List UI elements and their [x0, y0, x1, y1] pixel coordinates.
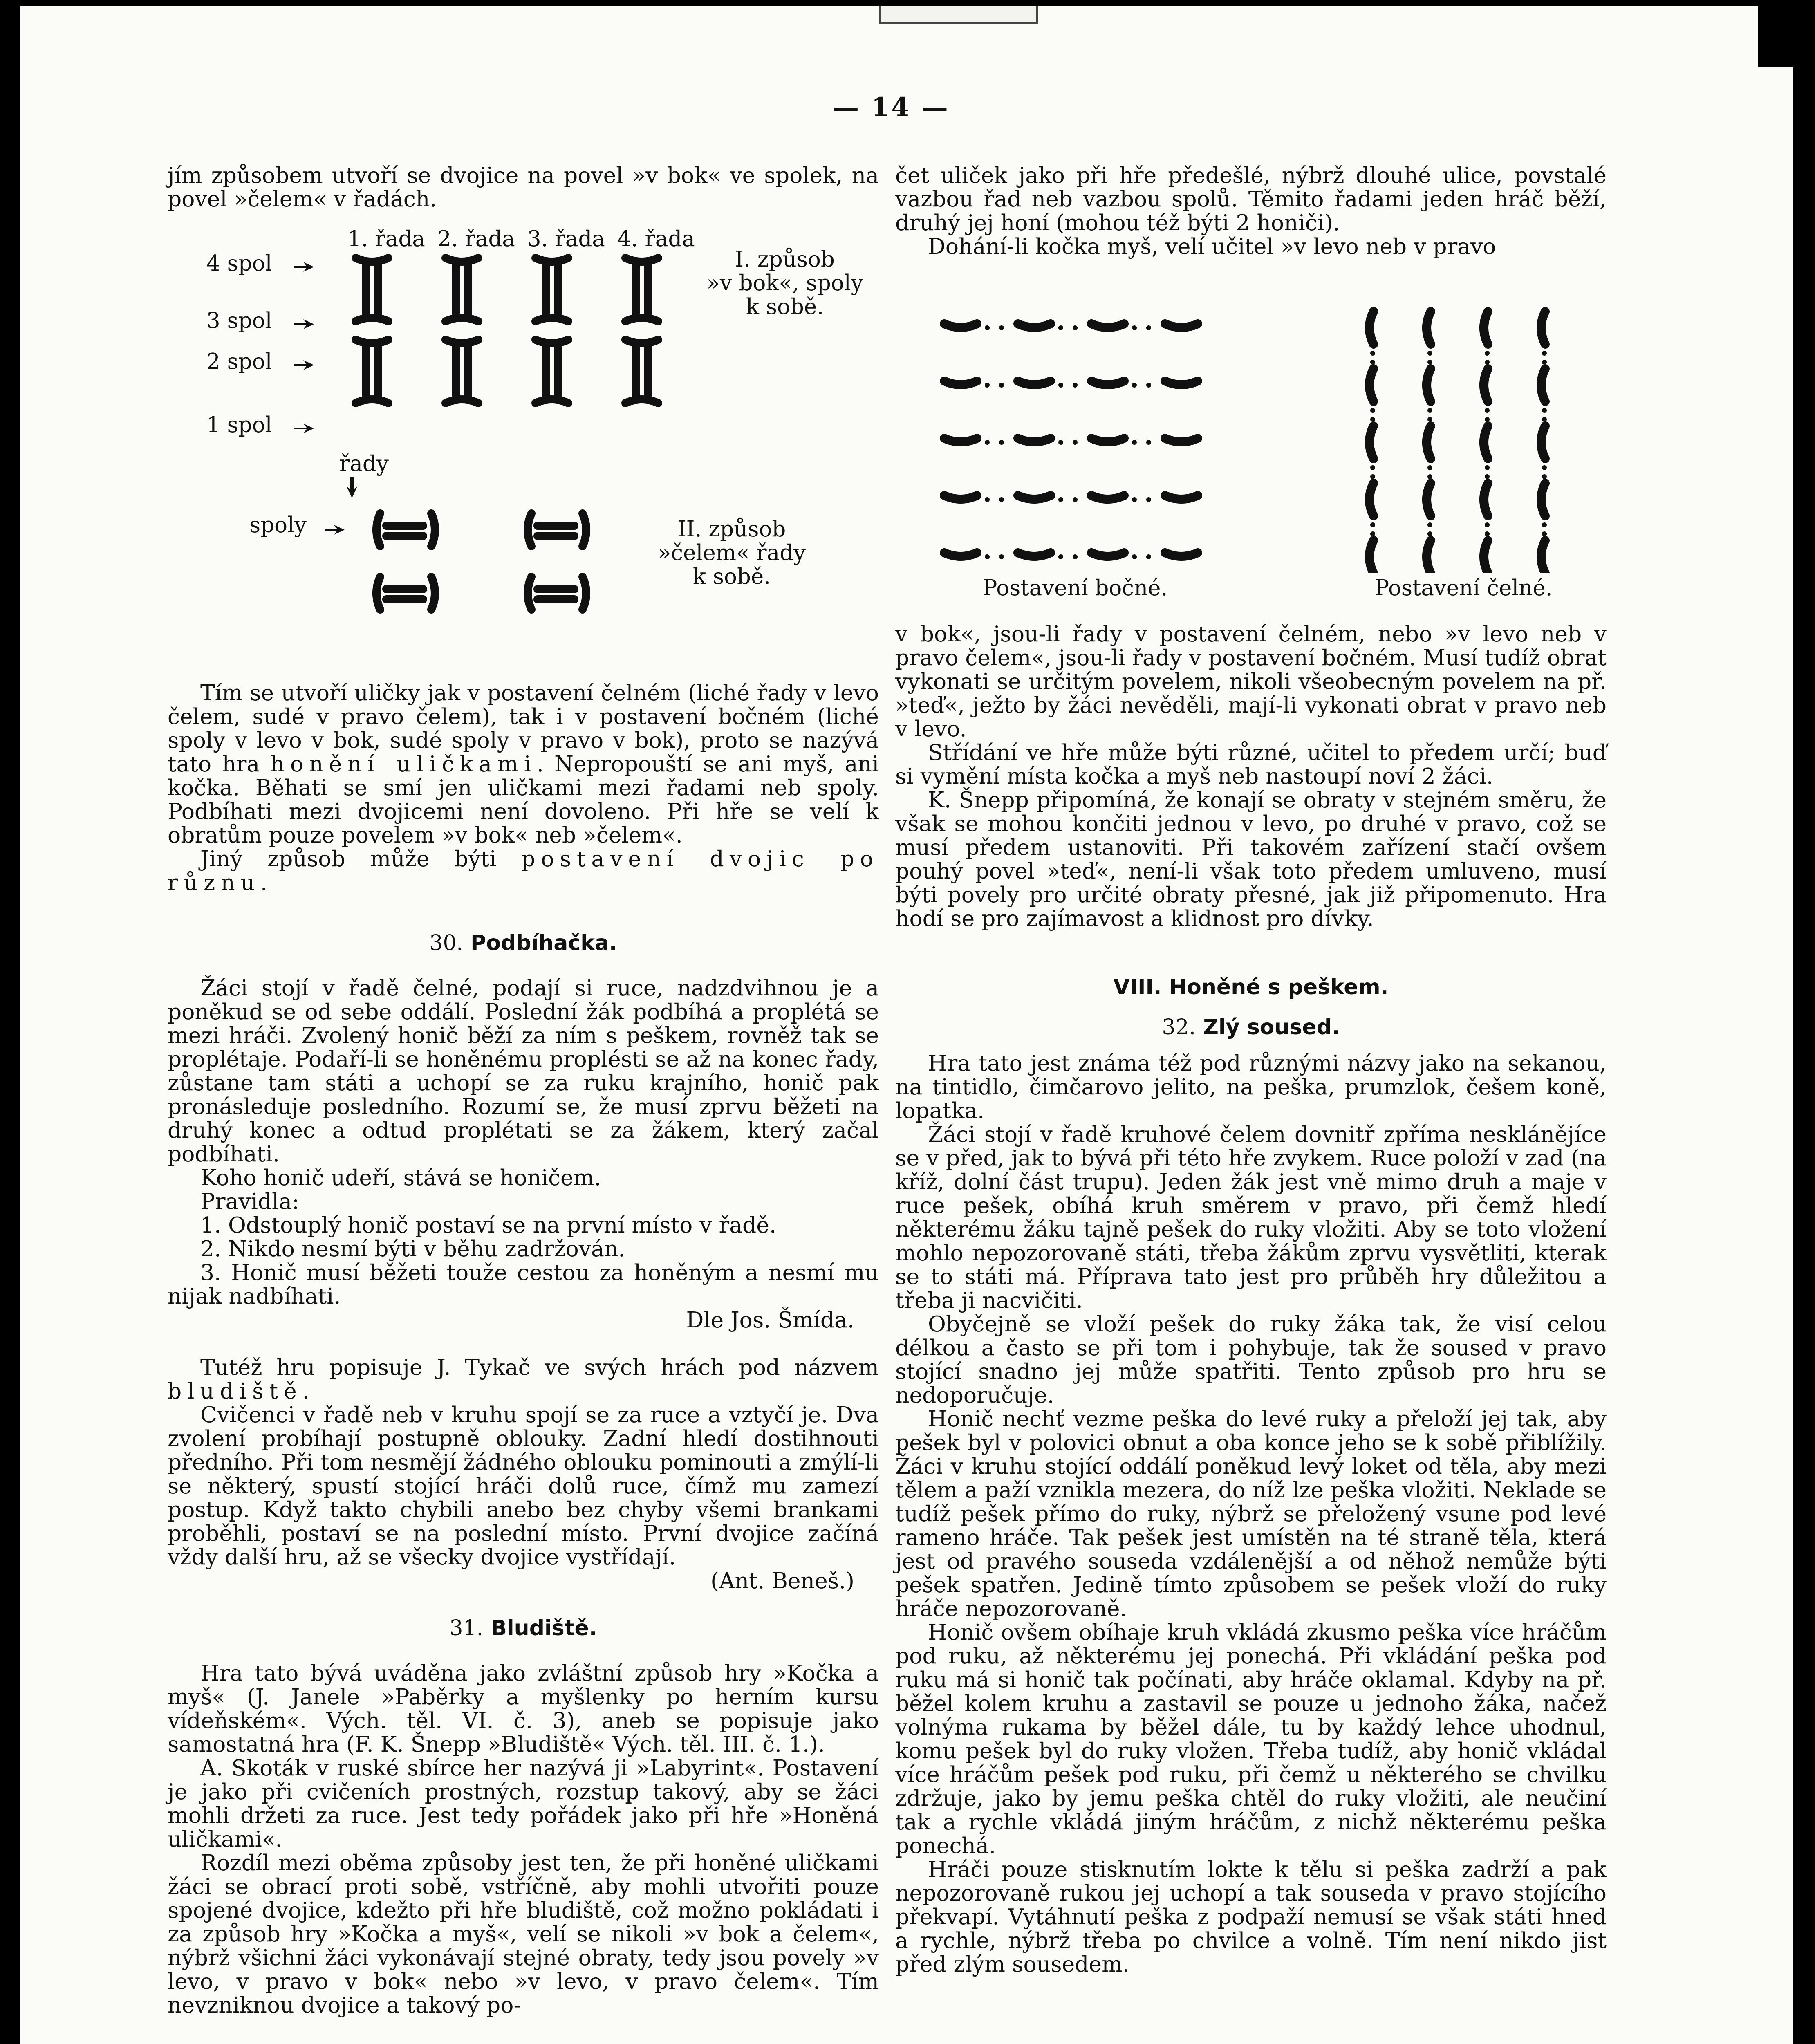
p5-end: .	[302, 1378, 309, 1404]
pair-1	[376, 513, 435, 546]
caption-side-formation: Postavení bočné.	[982, 576, 1168, 601]
arrow-1	[294, 424, 314, 433]
pair-2	[528, 513, 586, 546]
rule-2: 2. Nikdo nesmí býti v běhu zadržován.	[200, 1236, 625, 1262]
rules-title: Pravidla:	[200, 1188, 300, 1214]
pair-grid	[376, 513, 586, 610]
heading-32-number: 32.	[1162, 1015, 1196, 1040]
signature-benes: (Ant. Beneš.)	[710, 1568, 854, 1594]
corner-shadow	[1758, 6, 1793, 67]
method-note-2-line1: II. způsob	[677, 517, 786, 542]
pillar-col-1	[356, 258, 388, 403]
rady-label: řady	[339, 451, 389, 476]
paragraph-dohani: Dohání-li kočka myš, velí učitel »v levo neb v pravo	[928, 233, 1496, 259]
formation-diagram-1	[168, 223, 879, 665]
rule-3: 3. Honič musí běžeti touže cestou za honěným a nesmí mu nijak nadbíhati.	[168, 1260, 879, 1309]
paragraph-koho-honic: Koho honič udeří, stává se honičem.	[200, 1165, 601, 1190]
spol-arrows	[294, 262, 357, 535]
rule-1: 1. Odstouplý honič postaví se na první místo v řadě.	[200, 1212, 776, 1238]
spol-label-4: 4 spol	[206, 251, 272, 276]
row-header-2: 2. řada	[437, 226, 515, 251]
arrow-rady	[347, 477, 357, 498]
p1-end: . Nepropouští se ani myš, ani kočka. Běhati se smí jen uličkami mezi řadami neb spoly. Podbíhati mezi dvojicemi není dovoleno. Při hře se velí k obratům pouze povelem »v bok« neb »čelem«.	[168, 751, 879, 848]
p1-start: Tím se utvoří uličky jak v postavení čelném (liché řady v levo čelem, sudé v pravo čelem), tak i v postavení bočném (liché spoly v levo v bok, sudé spoly v pravo v bok), proto se nazývá tato hra	[168, 680, 879, 777]
paragraph-zly-soused-6: Hráči pouze stisknutím lokte k tělu si peška zadrží a pak nepozorovaně rukou jej uchopí a tak souseda v pravo stojícího překvapí. Vytáhnutí peška z podpaží nemusí se však státi hned a rychle, nýbrž třeba po chvilce a volně. Tím není nikdo jist před zlým sousedem.	[895, 1856, 1607, 1977]
spol-label-2: 2 spol	[206, 349, 272, 374]
right-column	[895, 164, 1607, 1976]
method-note-2-line2: »čelem« řady	[657, 540, 806, 565]
torn-edge	[879, 6, 1038, 24]
p5-spaced: bludiště	[168, 1378, 302, 1404]
paragraph-bludiste-1: Hra tato bývá uváděna jako zvláštní způsob hry »Kočka a myš« (J. Janele »Paběrky a myšlenky po herním kursu vídeňském«. Vých. těl. VI. č. 3), aneb se popisuje jako samostatná hra (F. K. Šnepp »Bludiště« Vých. těl. III. č. 1.).	[168, 1660, 879, 1757]
front-formation	[1369, 312, 1547, 573]
diagram-1-drawing	[168, 223, 879, 665]
paragraph-podbihacka: Žáci stojí v řadě čelné, podají si ruce, nadzdvihnou je a poněkud se od sebe oddálí. Poslední žák podbíhá a proplétá se mezi hráči. Zvolený honič běží za ním s peškem, rovněž tak se proplétaje. Podaří-li se honěnému proplésti se až na konec řady, zůstane tam státi a uchopí se za ruku krajního, honič pak pronásleduje posledního. Rozumí se, že musí zprvu běžeti na druhý konec a odtud proplétati se za žákem, který začal podbíhati.	[168, 975, 879, 1167]
arrow-2	[294, 360, 314, 370]
arrow-spoly	[325, 525, 345, 535]
row-header-3: 3. řada	[527, 226, 605, 251]
front-dots	[1370, 351, 1547, 536]
paragraph-jiny-zpusob	[168, 847, 879, 894]
heading-30-title: Podbíhačka.	[471, 931, 617, 955]
method-note-1-line3: k sobě.	[746, 294, 824, 319]
method-note-1-line2: »v bok«, spoly	[706, 271, 863, 296]
heading-31	[168, 1616, 879, 1640]
side-dots	[985, 325, 1151, 559]
section-heading-viii: VIII. Honěné s peškem.	[1113, 975, 1389, 1000]
paragraph-zly-soused-5: Honič ovšem obíhaje kruh vkládá zkusmo peška více hráčům pod ruku, až některému jej ponechá. Při vkládání peška pod ruku má si honič tak počínati, aby hráče oklamal. Kdyby na př. běžel kolem kruhu a zastavil se pouze u jednoho žáka, načež volnýma rukama by běžel dále, tu by každý lehce uhodnul, komu pešek byl do ruky vložen. Třeba tudíž, aby honič vkládal více hráčům pešek pod ruku, při čemž u některého se chvilku zdržuje, jako by jemu peška chtěl do ruky vložiti, ale neučiní tak a rychle vkládá jiným hráčům, z nichž některému peška ponechá.	[895, 1619, 1607, 1858]
paragraph-cvicenci: Cvičenci v řadě neb v kruhu spojí se za ruce a vztyčí je. Dva zvolení probíhají postupně oblouky. Zadní hledí dostihnouti předního. Při tom nesmějí žádného oblouku pominouti a zmýlí-li se některý, spustí stojící hráči dolů ruce, čímž mu zamezí postup. Když takto chybili anebo bez chyby všemi brankami proběhli, postaví se na poslední místo. První dvojice začíná vždy další hru, až se všecky dvojice vystřídají.	[168, 1402, 879, 1570]
row-header-1: 1. řada	[347, 226, 425, 251]
heading-32	[895, 1015, 1607, 1039]
p5-start: Tutéž hru popisuje J. Tykač ve svých hrách pod názvem	[200, 1354, 879, 1380]
intro-paragraph: jím způsobem utvoří se dvojice na povel »v bok« ve spolek, na povel »čelem« v řadách.	[168, 162, 879, 212]
heading-30	[168, 931, 879, 955]
heading-31-title: Bludiště.	[491, 1616, 597, 1641]
pair-3	[376, 577, 435, 610]
paragraph-zly-soused-1: Hra tato jest známa též pod různými názvy jako na sekanou, na tintidlo, čimčarovo jelito, na peška, prumzlok, češem koně, lopatka.	[895, 1050, 1607, 1123]
paragraph-bludiste-2: A. Skoták v ruské sbírce her nazývá ji »Labyrint«. Postavení je jako při cvičeních prostných, rozstup takový, aby se žáci mohli držeti za ruce. Jest tedy pořádek jako při hře »Honěná uličkami«.	[168, 1755, 879, 1852]
caption-front-formation: Postavení čelné.	[1374, 576, 1553, 601]
paragraph-v-bok: v bok«, jsou-li řady v postavení čelném, nebo »v levo neb v pravo čelem«, jsou-li řady v postavení bočném. Musí tudíž obrat vykonati se určitým povelem, nikoli všeobecným povelem na př. »teď«, ježto by žáci nevěděli, mají-li vykonati obrat v pravo neb v levo.	[895, 621, 1607, 742]
formation-diagram-2	[895, 262, 1607, 606]
heading-31-number: 31.	[449, 1616, 484, 1641]
p2-spaced: postavení dvojic po různu	[168, 846, 879, 895]
paragraph-uličky	[168, 681, 879, 847]
page-number: — 14 —	[833, 92, 950, 123]
signature-smida: Dle Jos. Šmída.	[686, 1307, 854, 1333]
diagram-2-drawing	[895, 262, 1607, 573]
spoly-label: spoly	[249, 513, 307, 538]
pillar-col-3	[536, 258, 568, 403]
heading-32-title: Zlý soused.	[1203, 1015, 1340, 1040]
row-header-4: 4. řada	[617, 226, 695, 251]
front-brackets	[1369, 312, 1545, 573]
spol-label-3: 3 spol	[206, 308, 272, 333]
p2-end: .	[260, 870, 268, 895]
pillar-col-2	[446, 258, 478, 403]
left-column	[168, 164, 879, 2017]
paragraph-zly-soused-3: Obyčejně se vloží pešek do ruky žáka tak, že visí celou délkou a často se při tom i pohybuje, tak že soused v pravo stojící snadno jej může spatřiti. Tento způsob pro hru se nedoporučuje.	[895, 1311, 1607, 1408]
paragraph-cet-ulicek: čet uliček jako při hře předešlé, nýbrž dlouhé ulice, povstalé vazbou řad neb vazbou spolů. Těmito řadami jeden hráč běží, druhý jej honí (mohou též býti 2 honiči).	[895, 162, 1607, 235]
method-note-1-line1: I. způsob	[735, 247, 835, 272]
p2-start: Jiný způsob může býti	[200, 846, 497, 872]
spol-label-1: 1 spol	[206, 412, 272, 437]
pair-4	[528, 577, 586, 610]
paragraph-bludiste-3: Rozdíl mezi oběma způsoby jest ten, že při honěné uličkami žáci se obrací proti sobě, vstříčně, aby mohli utvořiti pouze spojené dvojice, kdežto při hře bludiště, což možno pokládati i za způsob hry »Kočka a myš«, velí se nikoli »v bok a čelem«, nýbrž všichni žáci vykonávají stejné obraty, tedy jsou povely »v levo, v pravo v bok« nebo »v levo, v pravo čelem«. Tím nevzniknou dvojice a takový po-	[168, 1850, 879, 2018]
side-bowls	[944, 324, 1198, 556]
paragraph-stridani: Střídání ve hře může býti různé, učitel to předem určí; buď si vymění místa kočka a myš neb nastoupí noví 2 žáci.	[895, 740, 1607, 789]
paragraph-tykac	[168, 1356, 879, 1403]
method-note-2-line3: k sobě.	[692, 564, 771, 589]
paragraph-snepp: K. Šnepp připomíná, že konají se obraty v stejném směru, že však se mohou končiti jednou v levo, po druhé v pravo, což se musí předem ustanoviti. Při takovém zařízení stačí ovšem pouhý povel »teď«, není-li však toto předem umluveno, musí býti povely pro určité obraty přesné, jak již připomenuto. Hra hodí se pro zajímavost a klidnost pro dívky.	[895, 787, 1607, 931]
heading-30-number: 30.	[429, 931, 464, 955]
paragraph-zly-soused-4: Honič nechť vezme peška do levé ruky a přeloží jej tak, aby pešek byl v polovici obnut a oba konce jeho se k sobě přiblížily. Žáci v kruhu stojící oddálí poněkud levý loket od těla, aby mezi tělem a paží vznikla mezera, do níž lze peška vložiti. Neklade se tudíž pešek přímo do ruky, nýbrž se přeložený vsune pod levé rameno hráče. Tak pešek jest umístěn na té straně těla, která jest od pravého souseda vzdálenější a od něhož nemůže býti pešek spatřen. Jedině tímto způsobem se pešek vloží do ruky hráče nepozorovaně.	[895, 1406, 1607, 1621]
signature-line-2	[168, 1569, 879, 1593]
side-formation	[944, 324, 1198, 559]
pillar-col-4	[625, 258, 658, 403]
paragraph-zly-soused-2: Žáci stojí v řadě kruhové čelem dovnitř zpříma nesklánějíce se v před, jak to bývá při této hře zvykem. Ruce položí v zad (na kříž, dolní část trupu). Jeden žák jest vně mimo druh a maje v ruce pešek, obíhá kruh směrem v pravo, při čemž hledí některému žáku tajně pešek do ruky vložiti. Aby se toto vložení mohlo nepozorovaně státi, třeba žákům zprvu vysvětliti, kterak se to státi má. Příprava tato jest pro průběh hry důležitou a třeba ji nacvičiti.	[895, 1121, 1607, 1313]
arrow-3	[294, 319, 314, 329]
p1-spaced: honění uličkami	[270, 751, 537, 777]
pillar-grid	[356, 258, 658, 403]
arrow-4	[294, 262, 314, 272]
signature-line-1	[168, 1308, 879, 1332]
